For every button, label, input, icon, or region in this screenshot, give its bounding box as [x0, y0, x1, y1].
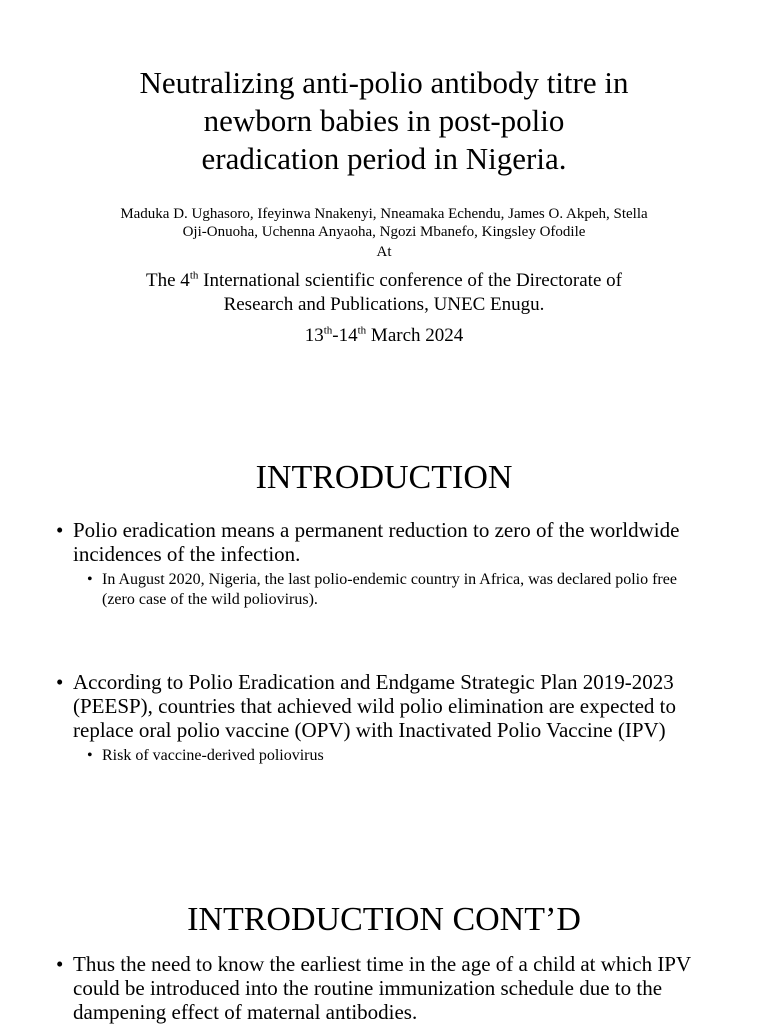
author-list: Maduka D. Ughasoro, Ifeyinwa Nnakenyi, Nneamaka Echendu, James O. Akpeh, Stella Oji-Onuoha, Uchenna Anyaoha, Ngozi Mbanefo, Kingsley Ofodile [120, 206, 648, 240]
sub-bullet-text: In August 2020, Nigeria, the last polio-endemic country in Africa, was declared polio free (zero case of the wild poliovirus). [102, 571, 677, 608]
bullet-text: Polio eradication means a permanent reduction to zero of the worldwide incidences of the infection. [73, 518, 680, 566]
title-line: eradication period in Nigeria. [201, 141, 567, 176]
title-line: newborn babies in post-polio [203, 103, 565, 138]
bullet-icon: • [56, 952, 64, 976]
bullet-item [0, 518, 768, 566]
presentation-title [0, 64, 768, 178]
introduction-heading: INTRODUCTION [255, 459, 513, 496]
title-line: Neutralizing anti-polio antibody titre in [139, 65, 629, 100]
date-day1: 13 [304, 325, 324, 346]
introduction-contd-heading: INTRODUCTION CONT’D [187, 901, 581, 938]
title-slide [0, 64, 768, 348]
sub-bullet-text: Risk of vaccine-derived poliovirus [102, 747, 324, 764]
introduction-contd-slide [0, 900, 768, 1024]
conference-rest: International scientific conference of the Directorate of [198, 270, 622, 291]
sub-bullet-item [0, 746, 768, 766]
bullet-text: According to Polio Eradication and Endgame Strategic Plan 2019-2023 (PEESP), countries that achieved wild polio elimination are expected to replace oral polio vaccine (OPV) with Inactivated Polio Vaccine (IPV) [73, 670, 677, 742]
conference-prefix: The 4 [146, 270, 190, 291]
date-day2: -14 [332, 325, 358, 346]
conference-date [0, 324, 768, 348]
date-ordinal2: th [357, 324, 367, 337]
sub-bullet-item [0, 570, 768, 610]
at-label: At [376, 244, 392, 260]
conference-line2: Research and Publications, UNEC Enugu. [223, 294, 545, 315]
bullet-item [0, 952, 768, 1024]
conference-ordinal: th [189, 269, 199, 282]
sub-bullet-icon: • [87, 571, 93, 588]
conference-name [0, 269, 768, 317]
bullet-text: Thus the need to know the earliest time in the age of a child at which IPV could be introduced into the routine immunization schedule due to the dampening effect of maternal antibodies. [73, 952, 691, 1024]
bullet-icon: • [56, 670, 64, 694]
sub-bullet-icon: • [87, 747, 93, 764]
introduction-slide [0, 458, 768, 766]
bullet-icon: • [56, 518, 64, 542]
bullet-item [0, 670, 768, 742]
date-ordinal1: th [323, 324, 333, 337]
date-rest: March 2024 [366, 325, 464, 346]
